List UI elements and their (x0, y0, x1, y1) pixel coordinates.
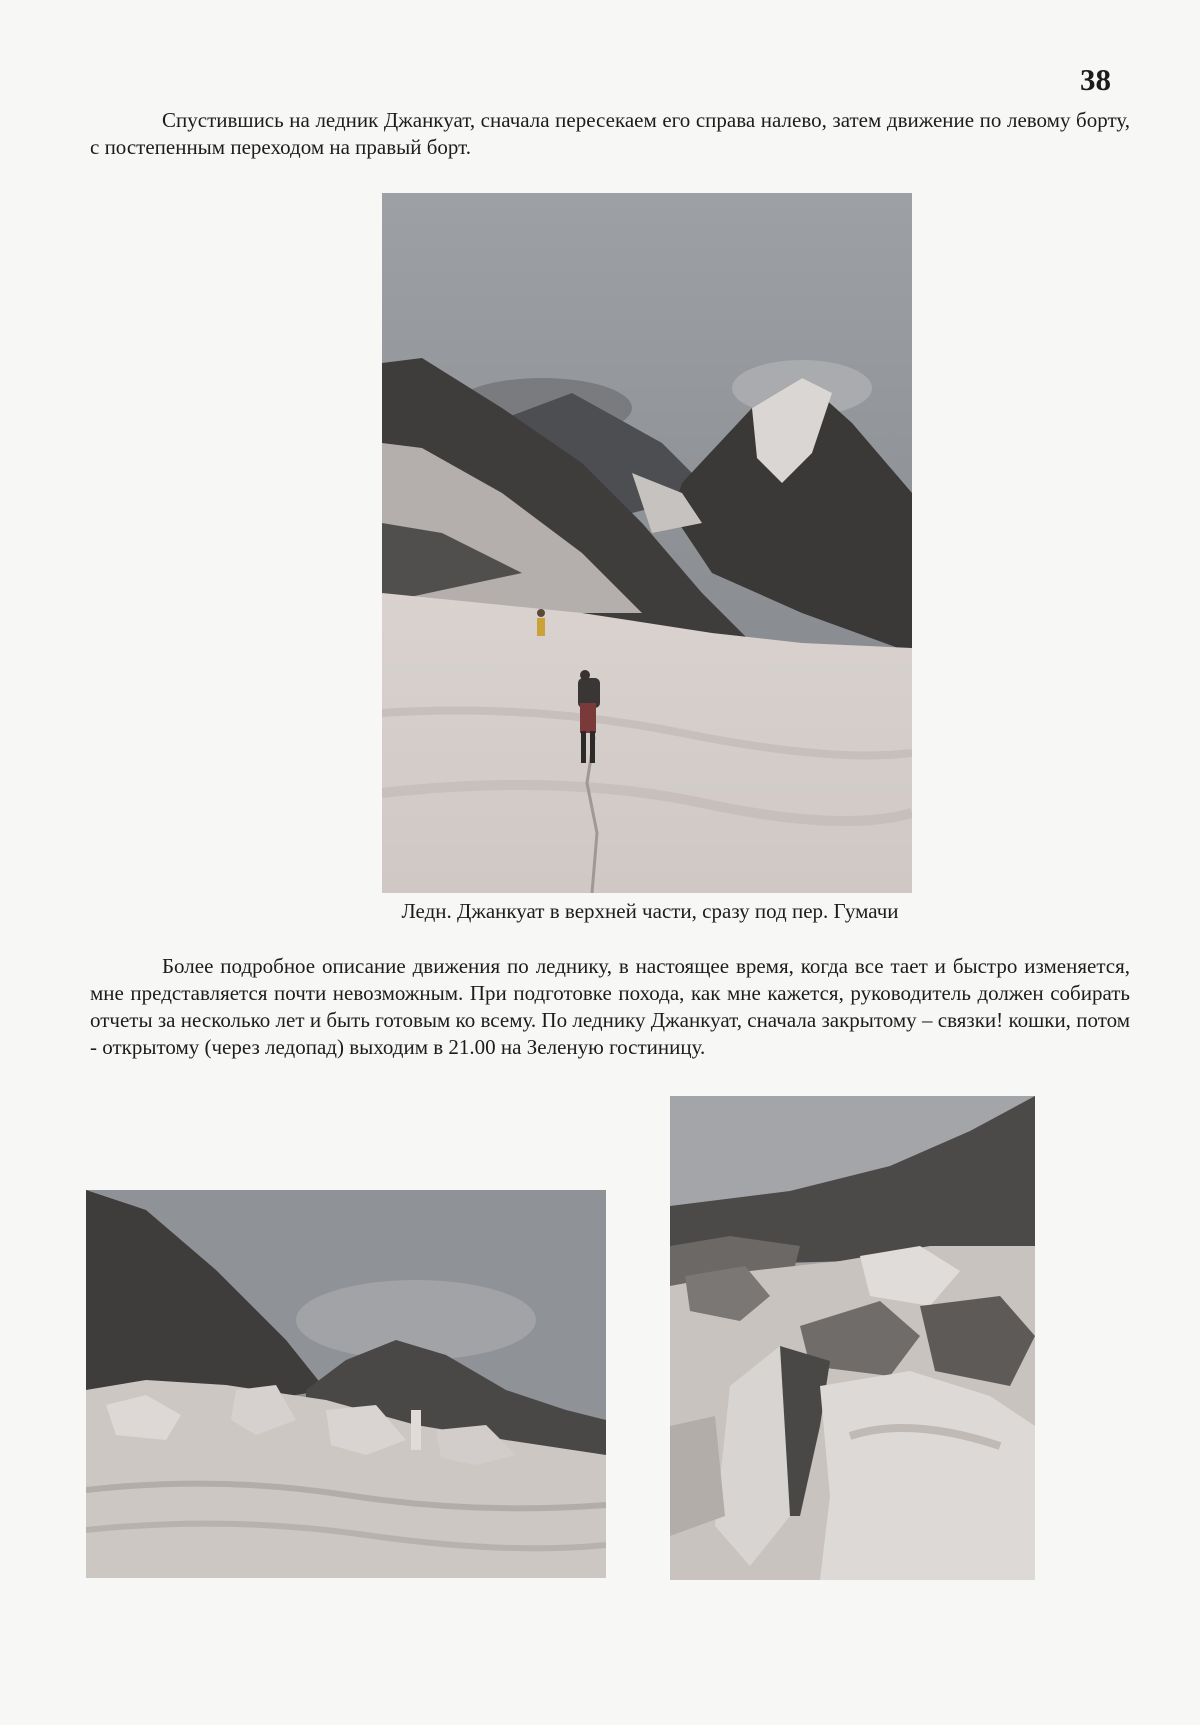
photo-caption: Ледн. Джанкуат в верхней части, сразу под пер. Гумачи (401, 899, 899, 923)
paragraph-intro: Спустившись на ледник Джанкуат, сначала пересекаем его справа налево, затем движение по левому борту, с постепенным переходом на правый борт. (90, 108, 1130, 159)
page-number: 38 (1080, 62, 1111, 97)
photo-crevasse-closeup (670, 1096, 1035, 1580)
paragraph-route-description: Более подробное описание движения по леднику, в настоящее время, когда все тает и быстро изменяется, мне представляется почти невозможным. При подготовке похода, как мне кажется, руководитель должен собирать отчеты за несколько лет и быть готовым ко всему. По леднику Джанкуат, сначала закрытому – связки! кошки, потом - открытому (через ледопад) выходим в 21.00 на Зеленую гостиницу. (90, 954, 1130, 1059)
photo-icefall-wide (86, 1190, 606, 1578)
photo-glacier-upper-part (382, 193, 912, 893)
